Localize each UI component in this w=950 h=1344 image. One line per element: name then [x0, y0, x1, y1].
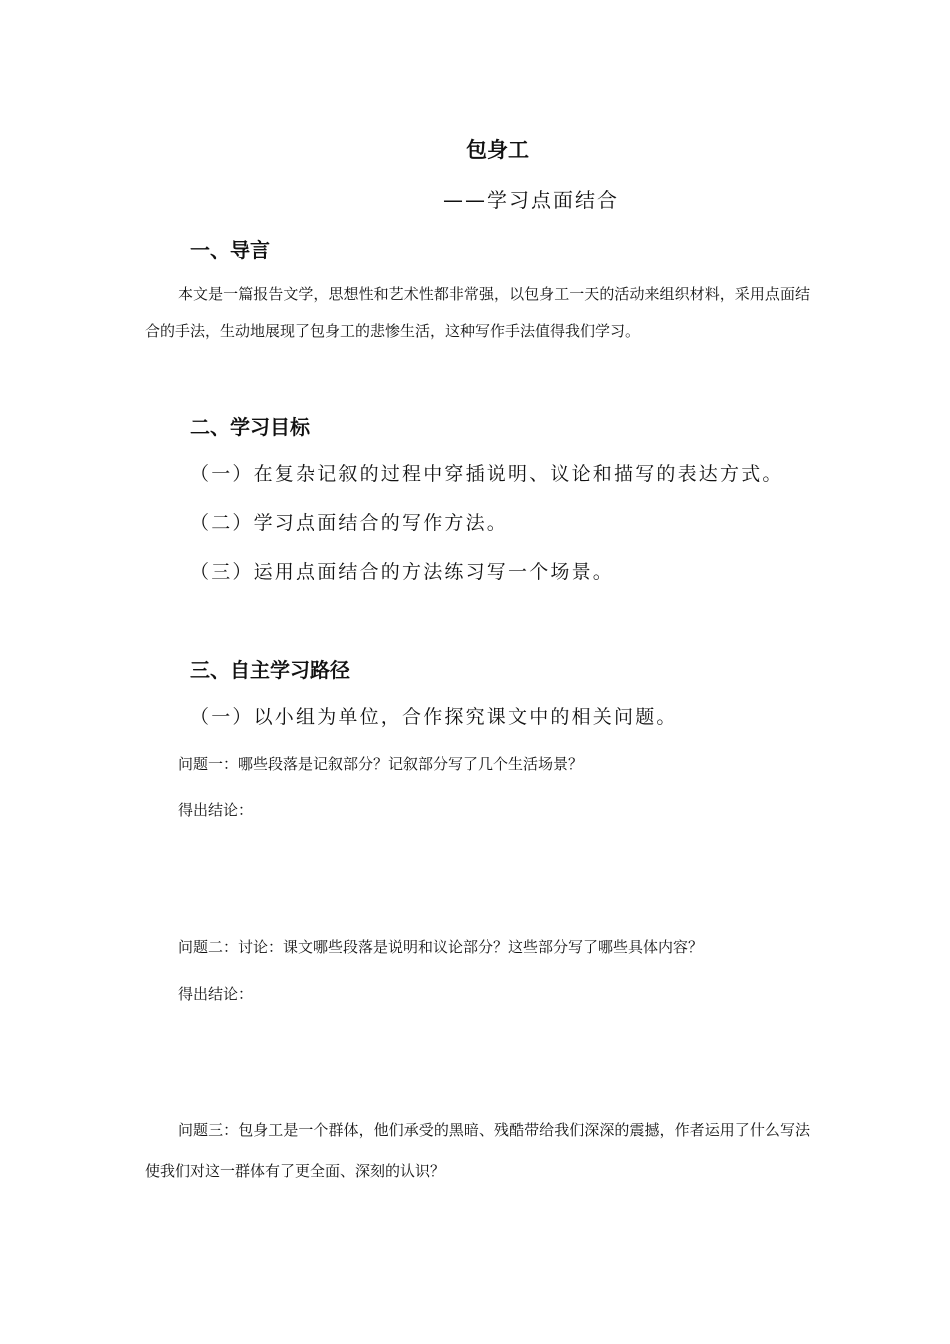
section-heading-intro: 一、导言 — [190, 238, 270, 262]
section-heading-goals: 二、学习目标 — [190, 415, 310, 439]
question-2: 问题二：讨论：课文哪些段落是说明和议论部分？这些部分写了哪些具体内容？ — [178, 938, 704, 956]
intro-paragraph: 本文是一篇报告文学，思想性和艺术性都非常强，以包身工一天的活动来组织材料，采用点面结合的手法，生动地展现了包身工的悲惨生活，这种写作手法值得我们学习。 — [145, 285, 810, 340]
conclusion-label-2: 得出结论： — [178, 985, 254, 1003]
conclusion-label-1: 得出结论： — [178, 801, 254, 819]
document-subtitle: ——学习点面结合 — [443, 188, 619, 212]
question-3: 问题三：包身工是一个群体，他们承受的黑暗、残酷带给我们深深的震撼，作者运用了什么写法使我们对这一群体有了更全面、深刻的认识？ — [145, 1121, 810, 1180]
goal-item-3: （三）运用点面结合的方法练习写一个场景。 — [190, 561, 615, 583]
goal-item-2: （二）学习点面结合的写作方法。 — [190, 512, 509, 534]
path-subheading: （一）以小组为单位，合作探究课文中的相关问题。 — [190, 706, 678, 728]
goal-item-1: （一）在复杂记叙的过程中穿插说明、议论和描写的表达方式。 — [190, 463, 784, 485]
section-heading-path: 三、自主学习路径 — [190, 658, 350, 682]
question-1: 问题一：哪些段落是记叙部分？记叙部分写了几个生活场景？ — [178, 755, 584, 773]
document-title: 包身工 — [466, 138, 529, 162]
